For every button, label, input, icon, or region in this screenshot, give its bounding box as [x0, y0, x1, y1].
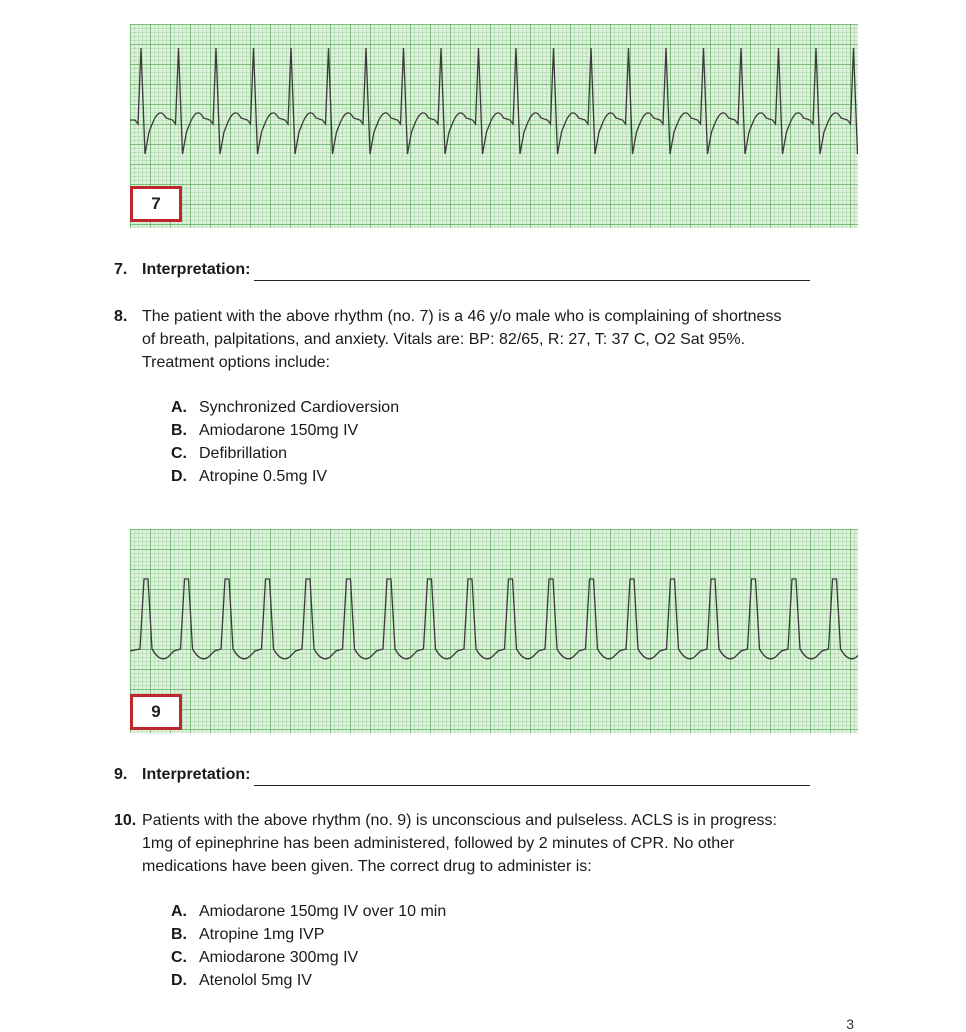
- option-8c[interactable]: [171, 442, 399, 465]
- option-10a[interactable]: [171, 900, 446, 923]
- question-10: [114, 809, 854, 879]
- ecg-trace-9: [130, 579, 858, 659]
- ecg-trace-7: [130, 48, 858, 154]
- options-8: [171, 396, 399, 488]
- options-10: [171, 900, 446, 992]
- option-letter: C.: [171, 445, 187, 462]
- option-text: Amiodarone 300mg IV: [199, 949, 359, 966]
- option-8b[interactable]: [171, 419, 399, 442]
- question-7: [114, 258, 854, 281]
- question-number: 10.: [114, 812, 137, 829]
- ecg-strip-9: [130, 529, 858, 733]
- interpretation-label: Interpretation:: [142, 766, 251, 783]
- question-9: [114, 763, 854, 786]
- question-text-line: 1mg of epinephrine has been administered, followed by 2 minutes of CPR. No other: [142, 835, 735, 852]
- option-10d[interactable]: [171, 969, 446, 992]
- ecg-trace-9-svg: [130, 529, 858, 733]
- option-letter: B.: [171, 422, 187, 439]
- option-8d[interactable]: [171, 465, 399, 488]
- question-number: 7.: [114, 261, 128, 278]
- page-number: 3: [846, 1016, 854, 1032]
- option-text: Amiodarone 150mg IV over 10 min: [199, 903, 447, 920]
- ecg-trace-7-svg: [130, 24, 858, 228]
- option-letter: A.: [171, 399, 187, 416]
- ecg-strip-7: [130, 24, 858, 228]
- option-letter: D.: [171, 972, 187, 989]
- question-number: 8.: [114, 308, 128, 325]
- option-text: Amiodarone 150mg IV: [199, 422, 359, 439]
- option-text: Atenolol 5mg IV: [199, 972, 312, 989]
- question-text-line: Treatment options include:: [142, 354, 330, 371]
- option-text: Defibrillation: [199, 445, 288, 462]
- strip-label-9: 9: [130, 694, 182, 730]
- interpretation-label: Interpretation:: [142, 261, 251, 278]
- question-number: 9.: [114, 766, 128, 783]
- option-letter: A.: [171, 903, 187, 920]
- option-letter: B.: [171, 926, 187, 943]
- option-letter: C.: [171, 949, 187, 966]
- option-text: Atropine 1mg IVP: [199, 926, 325, 943]
- option-10b[interactable]: [171, 923, 446, 946]
- question-text-line: The patient with the above rhythm (no. 7) is a 46 y/o male who is complaining of shortness: [142, 308, 782, 325]
- question-text-line: of breath, palpitations, and anxiety. Vitals are: BP: 82/65, R: 27, T: 37 C, O2 Sat 95%.: [142, 331, 746, 348]
- option-text: Atropine 0.5mg IV: [199, 468, 328, 485]
- interpretation-blank-7[interactable]: [254, 262, 810, 281]
- option-text: Synchronized Cardioversion: [199, 399, 400, 416]
- question-8: [114, 305, 854, 375]
- option-letter: D.: [171, 468, 187, 485]
- interpretation-blank-9[interactable]: [254, 767, 810, 786]
- question-text-line: Patients with the above rhythm (no. 9) is unconscious and pulseless. ACLS is in progress:: [142, 812, 777, 829]
- strip-label-7: 7: [130, 186, 182, 222]
- question-text-line: medications have been given. The correct drug to administer is:: [142, 858, 592, 875]
- option-8a[interactable]: [171, 396, 399, 419]
- option-10c[interactable]: [171, 946, 446, 969]
